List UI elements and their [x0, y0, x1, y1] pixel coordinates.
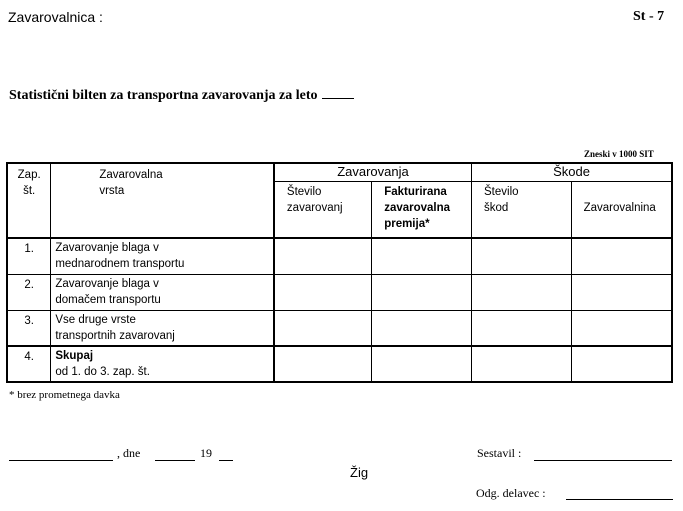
row-label-line2: transportnih zavarovanj: [55, 329, 175, 342]
year-blank-line[interactable]: [322, 89, 354, 99]
col-header-vrsta-line1: Zavarovalna: [99, 169, 163, 181]
col-header-fakt-line1: Fakturirana: [384, 185, 447, 198]
cell-stevilo-skod[interactable]: [472, 274, 572, 310]
col-header-stevilo-zav-line1: Število: [286, 185, 322, 198]
year-label: 19: [200, 446, 212, 460]
responsible-person-blank-line[interactable]: [566, 499, 673, 500]
units-note: Zneski v 1000 SIT: [584, 149, 654, 159]
row-number: 2.: [7, 274, 51, 310]
form-code: St - 7: [633, 9, 665, 24]
col-header-zap-line1: Zap.: [17, 169, 41, 181]
row-number: 3.: [7, 310, 51, 346]
cell-stevilo-skod[interactable]: [472, 238, 572, 274]
row-label: [51, 346, 274, 382]
row-label: [51, 274, 274, 310]
cell-stevilo-skod[interactable]: [472, 310, 572, 346]
col-header-vrsta: [51, 163, 274, 238]
row-number: 1.: [7, 238, 51, 274]
cell-premija[interactable]: [372, 346, 472, 382]
col-header-zap: [7, 163, 51, 238]
year-suffix-blank-line[interactable]: [219, 460, 233, 461]
row-label-line2: od 1. do 3. zap. št.: [55, 366, 150, 378]
cell-zavarovalnina[interactable]: [571, 346, 672, 382]
row-label: [51, 310, 274, 346]
table-row: [7, 274, 672, 310]
statistics-table: [6, 162, 673, 383]
cell-stevilo-zavarovanj[interactable]: [274, 346, 372, 382]
cell-stevilo-zavarovanj[interactable]: [274, 274, 372, 310]
group-header-skode: Škode: [472, 163, 672, 181]
col-header-stevilo-zavarovanj: [274, 181, 372, 238]
row-label-line1: Zavarovanje blaga v: [55, 242, 159, 254]
col-header-fakturirana-premija: [372, 181, 472, 238]
stamp-label: Žig: [350, 465, 369, 480]
responsible-person-label: Odg. delavec :: [476, 486, 546, 500]
cell-premija[interactable]: [372, 238, 472, 274]
col-header-stevilo-zav-line2: zavarovanj: [286, 201, 343, 214]
col-header-stevilo-skod-line2: škod: [484, 201, 509, 214]
col-header-stevilo-skod-line1: Število: [484, 185, 519, 198]
cell-zavarovalnina[interactable]: [571, 238, 672, 274]
date-label: , dne: [117, 446, 141, 460]
col-header-fakt-line2: zavarovalna: [384, 201, 451, 214]
row-label-line1: Skupaj: [55, 350, 94, 362]
compiled-by-label: Sestavil :: [477, 446, 522, 460]
table-row: [7, 238, 672, 274]
col-header-stevilo-skod: [472, 181, 572, 238]
cell-zavarovalnina[interactable]: [571, 310, 672, 346]
cell-stevilo-skod[interactable]: [472, 346, 572, 382]
table-row: [7, 310, 672, 346]
row-label-line1: Vse druge vrste: [55, 313, 136, 326]
row-label: [51, 238, 274, 274]
group-header-zavarovanja: Zavarovanja: [274, 163, 472, 181]
cell-premija[interactable]: [372, 274, 472, 310]
cell-zavarovalnina[interactable]: [571, 274, 672, 310]
row-label-line2: mednarodnem transportu: [55, 258, 185, 270]
compiled-by-blank-line[interactable]: [534, 460, 672, 461]
cell-stevilo-zavarovanj[interactable]: [274, 310, 372, 346]
col-header-zap-line2: št.: [23, 185, 36, 197]
date-blank-line[interactable]: [155, 460, 195, 461]
company-label: Zavarovalnica :: [8, 9, 103, 25]
table-row-total: [7, 346, 672, 382]
row-number: 4.: [7, 346, 51, 382]
footnote: * brez prometnega davka: [9, 389, 120, 401]
page-title: [9, 88, 354, 104]
col-header-fakt-line3: premija*: [384, 217, 430, 230]
cell-stevilo-zavarovanj[interactable]: [274, 238, 372, 274]
title-text: Statistični bilten za transportna zavarovanja za leto: [9, 88, 318, 103]
col-header-vrsta-line2: vrsta: [99, 185, 125, 197]
row-label-line1: Zavarovanje blaga v: [55, 277, 159, 290]
place-blank-line[interactable]: [9, 460, 113, 461]
col-header-zavarovalnina: Zavarovalnina: [571, 181, 672, 238]
row-label-line2: domačem transportu: [55, 293, 161, 306]
cell-premija[interactable]: [372, 310, 472, 346]
